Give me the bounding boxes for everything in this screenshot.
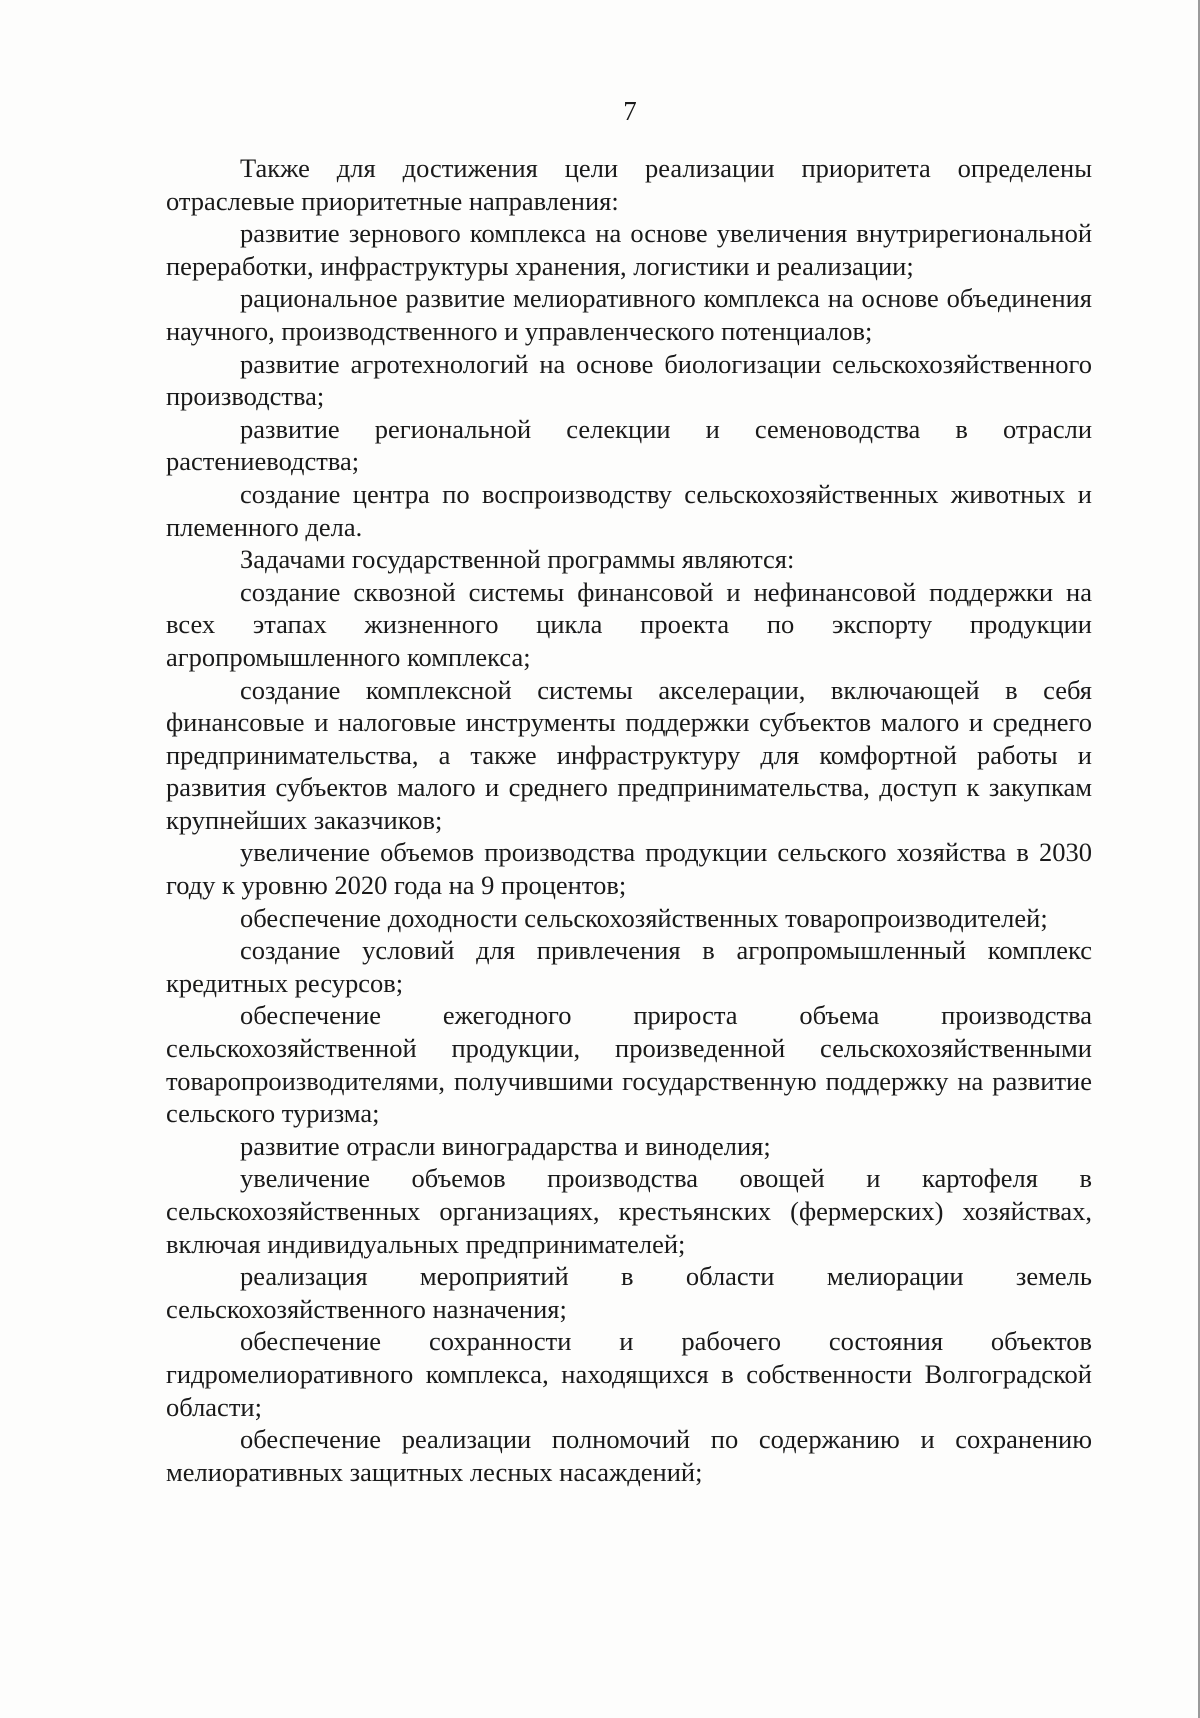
paragraph: развитие региональной селекции и семеноводства в отрасли растениеводства; <box>166 413 1092 477</box>
paragraph: развитие агротехнологий на основе биологизации сельскохозяйственного производства; <box>166 348 1092 412</box>
paragraph: увеличение объемов производства овощей и картофеля в сельскохозяйственных организациях, крестьянских (фермерских) хозяйствах, включая индивидуальных предпринимателей; <box>166 1163 1092 1259</box>
paragraph: обеспечение ежегодного прироста объема производства сельскохозяйственной продукции, произведенной сельскохозяйственными товаропроизводителями, получившими государственную поддержку на развитие сельского туризма; <box>166 1000 1092 1129</box>
paragraph: Также для достижения цели реализации приоритета определены отраслевые приоритетные направления: <box>166 153 1092 216</box>
paragraph: обеспечение сохранности и рабочего состояния объектов гидромелиоративного комплекса, находящихся в собственности Волгоградской области; <box>166 1326 1092 1422</box>
paragraph: создание комплексной системы акселерации, включающей в себя финансовые и налоговые инструменты поддержки субъектов малого и среднего предпринимательства, а также инфраструктуру для комфортной работы и развития субъектов малого и среднего предпринимательства, доступ к закупкам крупнейших заказчиков; <box>166 674 1092 835</box>
paragraph: создание сквозной системы финансовой и нефинансовой поддержки на всех этапах жизненного цикла проекта по экспорту продукции агропромышленного комплекса; <box>166 576 1092 672</box>
paragraph: создание условий для привлечения в агропромышленный комплекс кредитных ресурсов; <box>166 935 1092 998</box>
paragraph: обеспечение доходности сельскохозяйственных товаропроизводителей; <box>240 902 1048 933</box>
page-number: 7 <box>623 96 637 126</box>
paragraph: Задачами государственной программы являются: <box>240 544 795 575</box>
paragraph: увеличение объемов производства продукции сельского хозяйства в 2030 году к уровню 2020 года на 9 процентов; <box>166 837 1092 901</box>
document-body <box>166 152 1092 1488</box>
paragraph: развитие зернового комплекса на основе увеличения внутрирегиональной переработки, инфраструктуры хранения, логистики и реализации; <box>166 218 1092 281</box>
paragraph: реализация мероприятий в области мелиорации земель сельскохозяйственного назначения; <box>166 1261 1092 1324</box>
paragraph: создание центра по воспроизводству сельскохозяйственных животных и племенного дела. <box>166 478 1092 542</box>
paragraph: обеспечение реализации полномочий по содержанию и сохранению мелиоративных защитных лесных насаждений; <box>166 1424 1092 1487</box>
paragraph: развитие отрасли виноградарства и виноделия; <box>240 1130 771 1161</box>
paragraph: рациональное развитие мелиоративного комплекса на основе объединения научного, производственного и управленческого потенциалов; <box>166 283 1092 346</box>
